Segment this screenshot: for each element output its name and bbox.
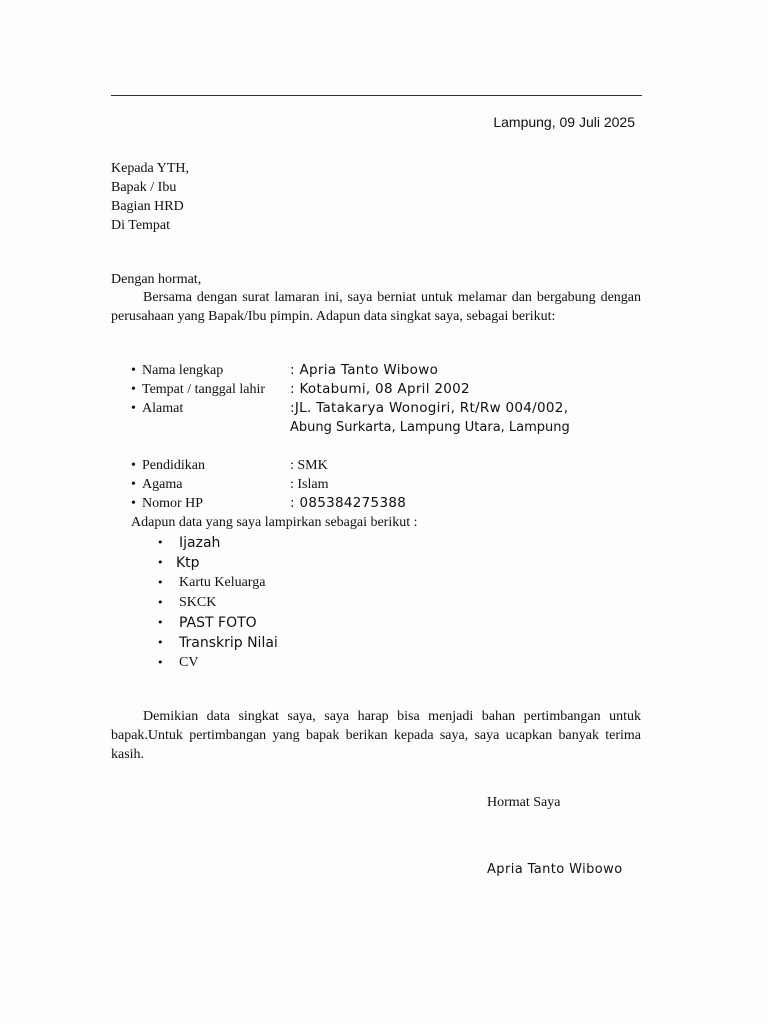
attachment-label: Transkrip Nilai <box>179 635 278 651</box>
intro-paragraph: Bersama dengan surat lamaran ini, saya berniat untuk melamar dan bergabung dengan perusahaan yang Bapak/Ibu pimpin. Adapun data singkat saya, sebagai berikut: <box>111 290 641 324</box>
regards-text: Hormat Saya <box>487 795 561 810</box>
bullet-icon: • <box>131 458 136 473</box>
attachment-label: Ktp <box>176 555 200 571</box>
bullet-icon: • <box>131 401 136 416</box>
bullet-icon: • <box>157 576 164 589</box>
header-rule <box>111 95 642 96</box>
data-value: : Islam <box>290 477 329 492</box>
bullet-icon: • <box>131 496 136 511</box>
salutation: Dengan hormat, <box>111 272 202 287</box>
data-value: : SMK <box>290 458 328 473</box>
data-label: Alamat <box>142 401 184 416</box>
data-row-ttl <box>131 380 641 399</box>
signature-name: Apria Tanto Wibowo <box>487 862 623 877</box>
bullet-icon: • <box>131 382 136 397</box>
data-row-agama <box>131 475 641 494</box>
recipient-line: Bagian HRD <box>111 199 184 214</box>
data-value: : Apria Tanto Wibowo <box>290 362 439 378</box>
data-row-nomor-hp <box>131 494 641 513</box>
bullet-icon: • <box>131 363 136 378</box>
date-line: Lampung, 09 Juli 2025 <box>493 114 635 130</box>
data-label: Tempat / tanggal lahir <box>142 382 266 397</box>
attachment-label: Ijazah <box>179 535 221 551</box>
recipient-line: Kepada YTH, <box>111 161 190 176</box>
bullet-icon: • <box>157 536 164 549</box>
bullet-icon: • <box>157 596 164 609</box>
data-row-alamat <box>131 399 641 437</box>
data-row-pendidikan <box>131 456 641 475</box>
data-value: :JL. Tatakarya Wonogiri, Rt/Rw 004/002, <box>290 400 569 416</box>
recipient-block <box>111 159 641 235</box>
data-label: Nomor HP <box>142 496 204 511</box>
closing-paragraph: Demikian data singkat saya, saya harap bisa menjadi bahan pertimbangan untuk bapak.Untuk pertimbangan yang bapak berikan kepada saya, saya ucapkan banyak terima kasih. <box>111 709 641 762</box>
attachment-label: SKCK <box>179 595 217 610</box>
data-label: Agama <box>142 477 183 492</box>
data-value: : 085384275388 <box>290 495 407 511</box>
data-value: : Kotabumi, 08 April 2002 <box>290 381 470 397</box>
attachment-label: PAST FOTO <box>179 615 257 631</box>
bullet-icon: • <box>157 616 164 629</box>
data-row-nama <box>131 361 641 380</box>
recipient-line: Di Tempat <box>111 218 171 233</box>
bullet-icon: • <box>157 656 164 669</box>
bullet-icon: • <box>131 477 136 492</box>
personal-data-list <box>131 361 641 437</box>
bullet-icon: • <box>157 556 164 569</box>
recipient-line: Bapak / Ibu <box>111 180 177 195</box>
attachment-label: CV <box>179 655 199 670</box>
attachments-intro: Adapun data yang saya lampirkan sebagai berikut : <box>131 515 418 530</box>
education-data-list <box>131 456 641 513</box>
attachment-label: Kartu Keluarga <box>179 575 266 590</box>
bullet-icon: • <box>157 636 164 649</box>
data-label: Pendidikan <box>142 458 205 473</box>
data-value-line2: Abung Surkarta, Lampung Utara, Lampung <box>290 420 570 435</box>
data-label: Nama lengkap <box>142 363 224 378</box>
